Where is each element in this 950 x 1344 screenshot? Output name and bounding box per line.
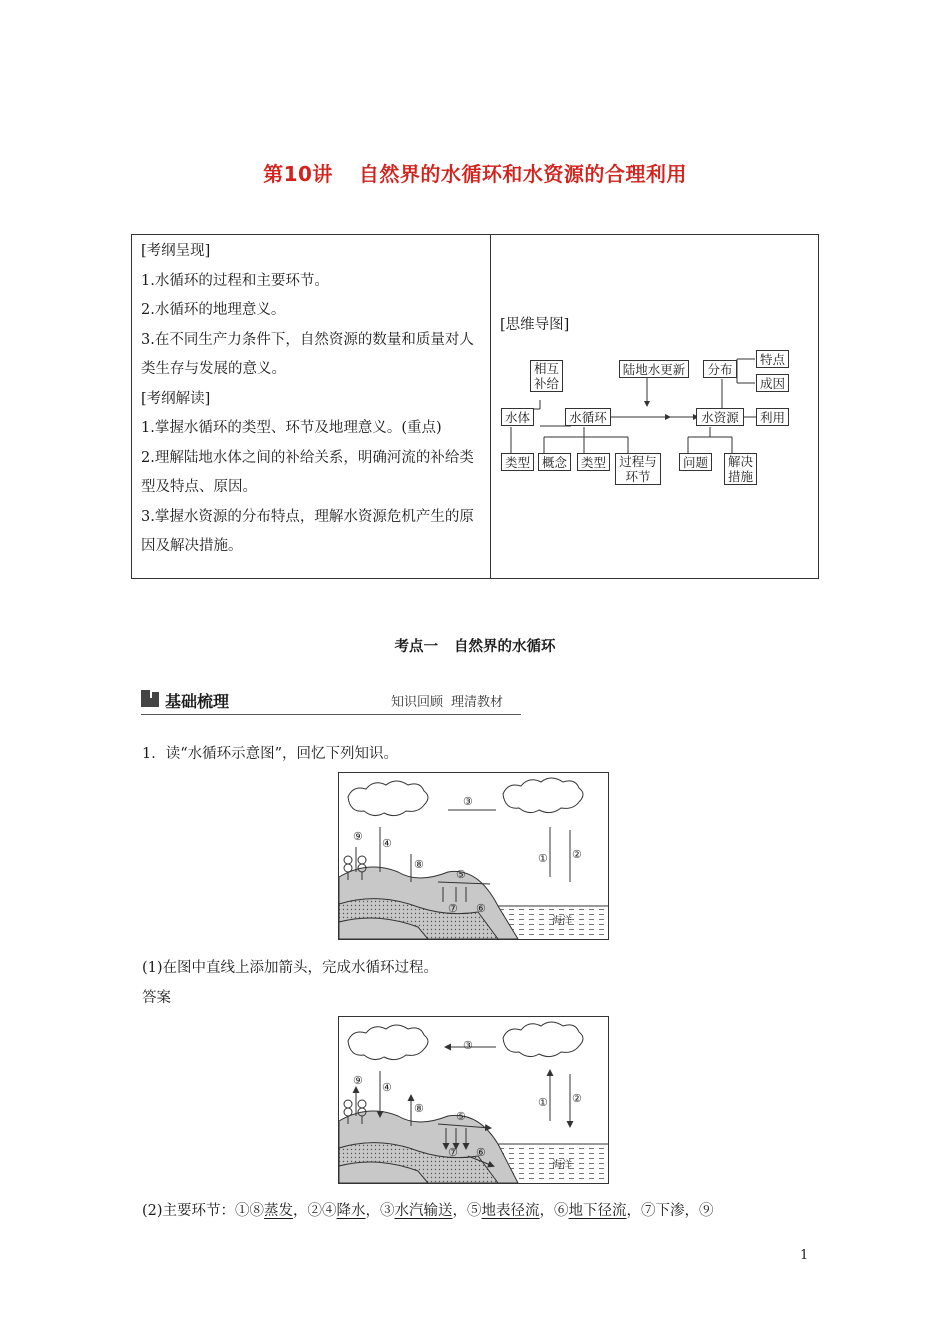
- basics-bar-divider: [141, 714, 521, 715]
- figure-label: ⑨: [353, 1074, 363, 1087]
- figure-label: ⑨: [353, 830, 363, 843]
- lecture-topic: 自然界的水循环和水资源的合理利用: [358, 162, 687, 186]
- figure-label: ②: [572, 848, 582, 861]
- mindmap-water-cycle: 水循环: [565, 408, 611, 426]
- figure-label: ⑦: [448, 902, 458, 915]
- mindmap-types-1: 类型: [501, 453, 534, 471]
- syllabus-item: 2.水循环的地理意义。: [141, 302, 286, 318]
- figure-label: ④: [382, 837, 392, 850]
- basics-bar-icon: [141, 690, 159, 707]
- answer-blank: 地表径流: [481, 1203, 540, 1219]
- mindmap-concept: 概念: [538, 453, 571, 471]
- mindmap-distribution: 分布: [703, 360, 737, 378]
- interpretation-item: 2.理解陆地水体之间的补给关系，明确河流的补给类型及特点、原因。: [141, 449, 474, 495]
- mindmap-heading: [思维导图]: [500, 317, 570, 333]
- question-1-part-2: (2)主要环节：①⑧蒸发，②④降水，③水汽输送，⑤地表径流，⑥地下径流，⑦下渗，⑨: [142, 1203, 714, 1219]
- mindmap-features: 特点: [756, 350, 789, 368]
- figure-label: ⑥: [476, 902, 486, 915]
- figure-label: ⑦: [448, 1146, 458, 1159]
- figure-label: ⑧: [414, 858, 424, 871]
- interpretation-item: 1.掌握水循环的类型、环节及地理意义。(重点): [141, 420, 442, 436]
- answer-label: 答案: [142, 990, 171, 1006]
- lecture-number: 第10讲: [263, 162, 333, 186]
- answer-blank: 水汽输送: [394, 1203, 453, 1219]
- answer-blank: 蒸发: [264, 1203, 294, 1219]
- figure-label: ⑧: [414, 1102, 424, 1115]
- mindmap-solutions: 解决措施: [724, 453, 757, 485]
- page-number: 1: [800, 1248, 809, 1263]
- interpretation-heading: [考纲解读]: [141, 390, 211, 407]
- mindmap-process-links: 过程与环节: [615, 453, 661, 485]
- question-1-part-1: (1)在图中直线上添加箭头，完成水循环过程。: [142, 960, 439, 976]
- basics-bar-subtitle: 知识回顾 理清教材: [391, 695, 504, 710]
- ocean-label: 海洋: [552, 1160, 572, 1171]
- figure-label: ⑤: [456, 1110, 466, 1123]
- syllabus-heading: [考纲呈现]: [141, 243, 211, 259]
- figure-label: ⑥: [476, 1146, 486, 1159]
- figure-label: ③: [463, 795, 473, 808]
- syllabus-cell: [132, 235, 491, 579]
- figure-label: ⑤: [456, 868, 466, 881]
- page-title: [0, 158, 950, 187]
- section-name: 自然界的水循环: [454, 639, 556, 655]
- water-cycle-figure: [338, 772, 609, 940]
- mindmap-types-2: 类型: [577, 453, 610, 471]
- figure-label: ①: [538, 1096, 548, 1109]
- mindmap-water-body: 水体: [501, 408, 534, 426]
- figure-label: ①: [538, 852, 548, 865]
- section-label: 考点一: [394, 639, 438, 655]
- outline-table: [131, 234, 819, 579]
- mindmap-land-water-renewal: 陆地水更新: [619, 360, 689, 378]
- mindmap-mutual-supply: 相互补给: [530, 360, 563, 392]
- section-title: [0, 635, 950, 656]
- answer-blank: 地下径流: [568, 1203, 627, 1219]
- figure-label: ④: [382, 1081, 392, 1094]
- interpretation-item: 3.掌握水资源的分布特点，理解水资源危机产生的原因及解决措施。: [141, 508, 474, 554]
- figure-label: ②: [572, 1092, 582, 1105]
- mindmap-utilization: 利用: [756, 408, 789, 426]
- answer-blank: 降水: [336, 1203, 366, 1219]
- mindmap-cell: [491, 235, 819, 579]
- question-1: 1．读“水循环示意图”，回忆下列知识。: [142, 746, 399, 762]
- water-cycle-answer-figure: [338, 1016, 609, 1184]
- syllabus-item: 1.水循环的过程和主要环节。: [141, 272, 329, 289]
- basics-bar-title: 基础梳理: [165, 692, 230, 711]
- figure-label: ③: [463, 1039, 473, 1052]
- mindmap-causes: 成因: [756, 374, 789, 392]
- mindmap-problems: 问题: [679, 453, 712, 471]
- ocean-label: 海洋: [552, 916, 572, 927]
- syllabus-item: 3.在不同生产力条件下，自然资源的数量和质量对人类生存与发展的意义。: [141, 331, 474, 377]
- mindmap-water-resources: 水资源: [696, 408, 744, 426]
